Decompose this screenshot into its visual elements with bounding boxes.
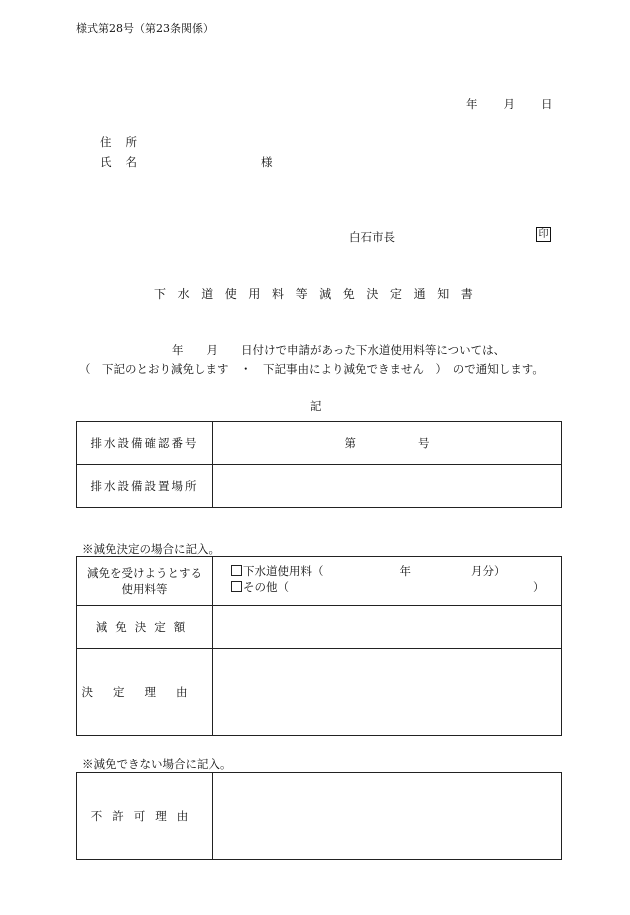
confirmation-number-label: 排水設備確認番号 — [77, 422, 213, 465]
decision-reason-label: 決定理由 — [77, 649, 213, 736]
denial-table — [76, 772, 562, 860]
address-label: 住所 — [100, 135, 151, 149]
other-checkbox[interactable] — [231, 581, 242, 592]
form-number: 様式第28号（第23条関係） — [76, 22, 214, 35]
confirmation-number-field[interactable] — [213, 422, 562, 465]
document-title: 下水道使用料等減免決定通知書 — [154, 287, 485, 301]
date-line — [466, 96, 553, 112]
body-line-1: 年 月 日付けで申請があった下水道使用料等については、 — [172, 343, 506, 357]
approval-table — [76, 556, 562, 736]
sewer-fee-checkbox[interactable] — [231, 565, 242, 576]
table-row — [77, 773, 562, 860]
address-row — [100, 134, 151, 150]
option-sewer-fee[interactable] — [231, 563, 561, 579]
denial-reason-label: 不許可理由 — [77, 773, 213, 860]
other-label: その他（ — [243, 580, 289, 594]
approval-note: ※減免決定の場合に記入。 — [82, 542, 220, 556]
seal-icon: 印 — [536, 227, 551, 242]
exemption-amount-label: 減免決定額 — [77, 606, 213, 649]
table-row — [77, 557, 562, 606]
fee-type-label-line1: 減免を受けようとする — [87, 566, 202, 580]
table-row — [77, 649, 562, 736]
ki-heading: 記 — [310, 399, 322, 413]
installation-location-label: 排水設備設置場所 — [77, 465, 213, 508]
number-suffix: 号 — [418, 436, 430, 450]
option-other[interactable] — [231, 579, 561, 595]
drainage-info-table — [76, 421, 562, 508]
sewer-fee-label: 下水道使用料（ — [243, 564, 324, 578]
honorific: 様 — [261, 155, 273, 169]
table-row — [77, 606, 562, 649]
issuer-title: 白石市長 — [349, 230, 395, 244]
denial-note: ※減免できない場合に記入。 — [82, 757, 232, 771]
sewer-fee-month: 月分） — [471, 564, 506, 578]
date-year: 年 — [466, 97, 478, 111]
date-day: 日 — [541, 97, 553, 111]
installation-location-field[interactable] — [213, 465, 562, 508]
denial-reason-field[interactable] — [213, 773, 562, 860]
fee-type-label-line2: 使用料等 — [121, 582, 168, 596]
name-label: 氏名 — [100, 155, 151, 169]
body-line-2: （ 下記のとおり減免します ・ 下記事由により減免できません ） ので通知します。 — [79, 362, 544, 376]
decision-reason-field[interactable] — [213, 649, 562, 736]
table-row — [77, 422, 562, 465]
fee-type-field — [213, 557, 562, 606]
name-row — [100, 154, 151, 170]
other-close: ） — [533, 580, 545, 594]
number-prefix: 第 — [344, 436, 356, 450]
table-row — [77, 465, 562, 508]
fee-type-label — [77, 557, 213, 606]
exemption-amount-field[interactable] — [213, 606, 562, 649]
sewer-fee-year: 年 — [399, 564, 411, 578]
date-month: 月 — [503, 97, 515, 111]
